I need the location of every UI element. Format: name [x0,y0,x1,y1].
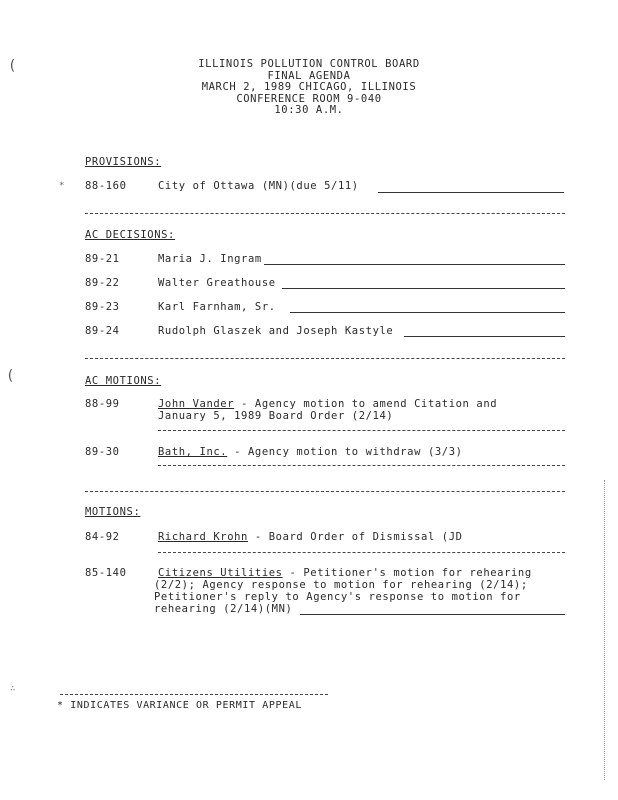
blank-line [290,312,565,313]
item-text: Maria J. Ingram [158,253,262,265]
footnote-rule [60,694,328,695]
item-number: 88-99 [85,398,120,410]
section-heading-motions: MOTIONS: [85,506,141,518]
blank-line [264,264,565,265]
meeting-room: CONFERENCE ROOM 9-040 [236,92,382,105]
blank-line [158,552,565,553]
item-number: 84-92 [85,531,120,543]
item-text: rehearing (2/14)(MN) [154,603,293,615]
item-text: Karl Farnham, Sr. [158,301,276,313]
agenda-header [0,59,618,117]
party-name: Richard Krohn [158,531,248,543]
meeting-time: 10:30 A.M. [274,104,344,116]
section-divider [85,213,565,214]
blank-line [378,192,564,193]
blank-line [158,465,565,466]
blank-line [404,336,565,337]
section-divider [85,358,565,359]
item-text: - Agency motion to withdraw (3/3) [227,446,463,458]
item-number: 88-160 [85,180,127,192]
agenda-title: FINAL AGENDA [267,69,351,82]
board-name: ILLINOIS POLLUTION CONTROL BOARD [198,58,420,70]
party-name: Bath, Inc. [158,446,228,458]
item-text: - Petitioner's motion for rehearing [282,567,532,579]
scan-edge-mark [604,480,605,780]
section-heading-ac-decisions: AC DECISIONS: [85,229,175,241]
item-number: 89-23 [85,301,120,313]
item-number: 85-140 [85,567,127,579]
item-text: Rudolph Glaszek and Joseph Kastyle [158,325,394,337]
blank-line [282,288,565,289]
item-text: (2/2); Agency response to motion for rehearing (2/14); [154,579,528,591]
item-number: 89-22 [85,277,120,289]
punch-hole-mark: ( [8,58,18,74]
section-heading-ac-motions: AC MOTIONS: [85,375,162,387]
variance-marker: * [59,181,66,191]
meeting-date-location: MARCH 2, 1989 CHICAGO, ILLINOIS [201,81,417,93]
item-text: Walter Greathouse [158,277,276,289]
party-name: John Vander [158,398,235,410]
item-number: 89-21 [85,253,120,265]
scan-smudge-mark: ∴ [10,684,17,694]
section-heading-provisions: PROVISIONS: [85,156,162,168]
section-divider [85,491,565,492]
punch-hole-mark: ( [6,368,16,384]
item-text: Petitioner's reply to Agency's response to motion for [154,591,521,603]
item-text: - Agency motion to amend Citation and [234,398,498,410]
party-name: Citizens Utilities [158,567,283,579]
item-text: January 5, 1989 Board Order (2/14) [158,410,394,422]
item-text: City of Ottawa (MN)(due 5/11) [158,180,359,192]
blank-line [300,614,565,615]
item-number: 89-30 [85,446,120,458]
item-text: - Board Order of Dismissal (JD [247,531,463,543]
footnote: * INDICATES VARIANCE OR PERMIT APPEAL [57,700,302,711]
item-number: 89-24 [85,325,120,337]
blank-line [158,430,565,431]
